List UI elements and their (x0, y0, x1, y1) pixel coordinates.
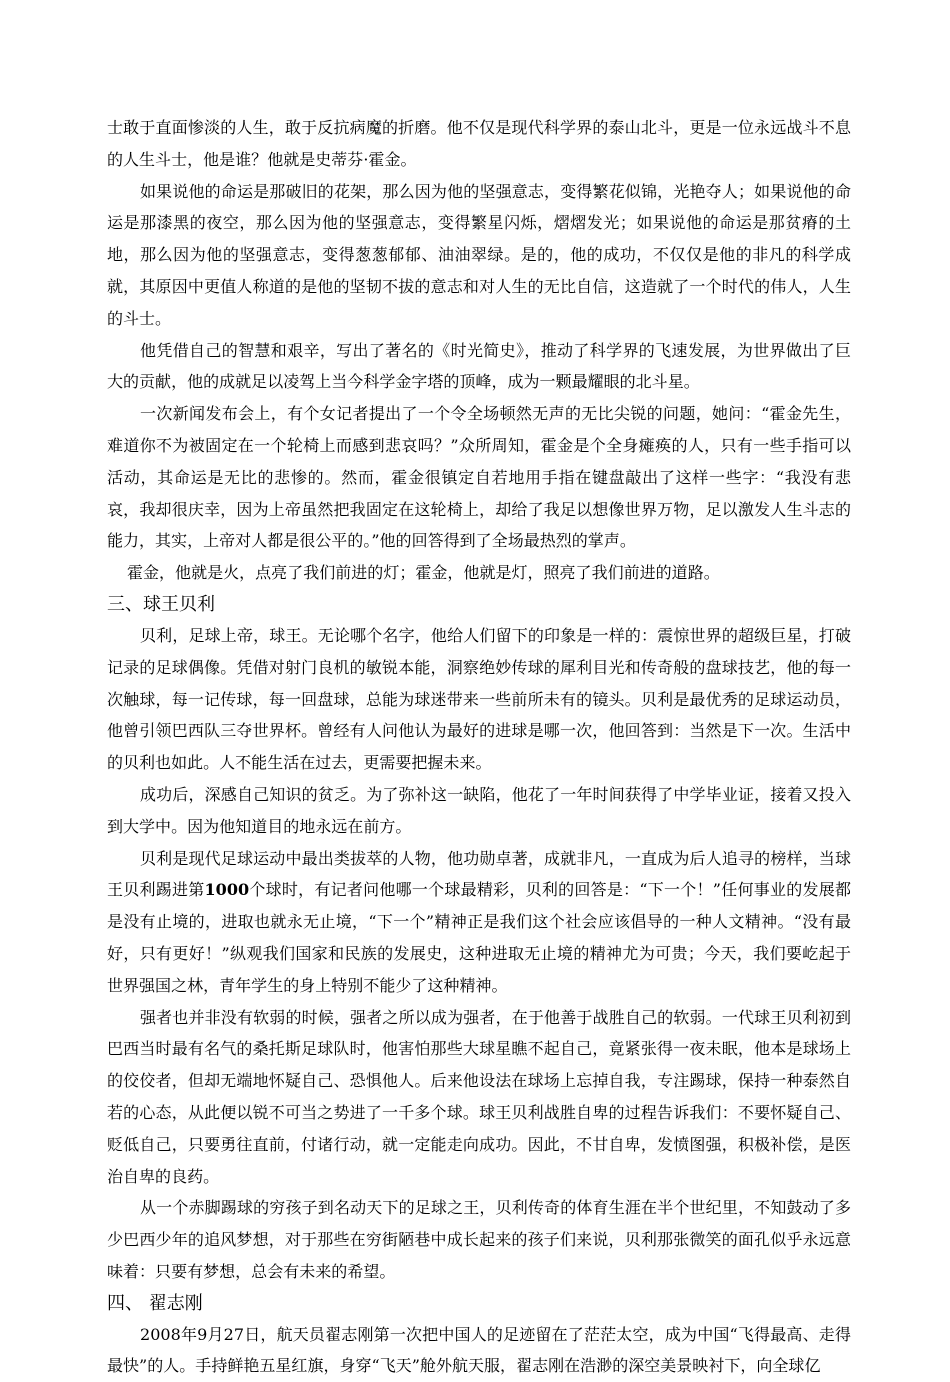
pele-next-one-text-after: 个球时，有记者问他哪一个球最精彩，贝利的回答是：“下一个！”任何事业的发展都是没有止境的，进取也就永无止境，“下一个”精神正是我们这个社会应该倡导的一种人文精神。“没有最好，只有更好！”纵观我们国家和民族的发展史，这种进取无止境的精神尤为可贵；今天，我们要屹起于世界强国之林，青年学生的身上特别不能少了这种精神。 (107, 880, 852, 995)
section-heading-zhai-zhigang: 四、 翟志刚 (107, 1292, 203, 1314)
paragraph-zhai-zhigang-spacewalk: 2008年9月27日，航天员翟志刚第一次把中国人的足迹留在了茫茫太空，成为中国“飞得最高、走得最快”的人。手持鲜艳五星红旗，身穿“飞天”舱外航天服，翟志刚在浩渺的深空美景映衬下，向全球亿 (107, 1324, 851, 1376)
paragraph-pele-confidence: 强者也并非没有软弱的时候，强者之所以成为强者，在于他善于战胜自己的软弱。一代球王贝利初到巴西当时最有名气的桑托斯足球队时，他害怕那些大球星瞧不起自己，竟紧张得一夜未眠，他本是球场上的佼佼者，但却无端地怀疑自己、恐惧他人。后来他设法在球场上忘掉自我，专注踢球，保持一种泰然自若的心态，从此便以锐不可当之势进了一千多个球。球王贝利战胜自卑的过程告诉我们：不要怀疑自己、贬低自己，只要勇往直前，付诸行动，就一定能走向成功。因此，不甘自卑，发愤图强，积极补偿，是医治自卑的良药。 (107, 1007, 851, 1186)
paragraph-hawking-conclusion: 霍金，他就是火，点亮了我们前进的灯；霍金，他就是灯，照亮了我们前进的道路。 (127, 563, 720, 583)
paragraph-hawking-achievement: 他凭借自己的智慧和艰辛，写出了著名的《时光简史》，推动了科学界的飞速发展，为世界做出了巨大的贡献，他的成就足以凌驾上当今科学金字塔的顶峰，成为一颗最耀眼的北斗星。 (107, 340, 851, 392)
paragraph-hawking-fate: 如果说他的命运是那破旧的花架，那么因为他的坚强意志，变得繁花似锦，光艳夺人；如果说他的命运是那漆黑的夜空，那么因为他的坚强意志，变得繁星闪烁，熠熠发光；如果说他的命运是那贫瘠的土地，那么因为他的坚强意志，变得葱葱郁郁、油油翠绿。是的，他的成功，不仅仅是他的非凡的科学成就，其原因中更值人称道的是他的坚韧不拔的意志和对人生的无比自信，这造就了一个时代的伟人，人生的斗士。 (107, 181, 851, 328)
paragraph-pele-education: 成功后，深感自己知识的贫乏。为了弥补这一缺陷，他花了一年时间获得了中学毕业证，接着又投入到大学中。因为他知道目的地永远在前方。 (107, 784, 851, 836)
paragraph-pele-dream: 从一个赤脚踢球的穷孩子到名动天下的足球之王，贝利传奇的体育生涯在半个世纪里，不知鼓动了多少巴西少年的追风梦想，对于那些在穷街陋巷中成长起来的孩子们来说，贝利那张微笑的面孔似乎永远意味着：只要有梦想，总会有未来的希望。 (107, 1198, 851, 1281)
paragraph-hawking-press-conference: 一次新闻发布会上，有个女记者提出了一个令全场顿然无声的无比尖锐的问题，她问：“霍金先生，难道你不为被固定在一个轮椅上而感到悲哀吗？”众所周知，霍金是个全身瘫痪的人，只有一些手指可以活动，其命运是无比的悲惨的。然而，霍金很镇定自若地用手指在键盘敲出了这样一些字：“我没有悲哀，我却很庆幸，因为上帝虽然把我固定在这轮椅上，却给了我足以想像世界万物，足以激发人生斗志的能力，其实，上帝对人都是很公平的。”他的回答得到了全场最热烈的掌声。 (107, 404, 851, 551)
paragraph-pele-intro: 贝利，足球上帝，球王。无论哪个名字，他给人们留下的印象是一样的：震惊世界的超级巨星，打破记录的足球偶像。凭借对射门良机的敏锐本能，洞察绝妙传球的犀利目光和传奇般的盘球技艺，他的每一次触球，每一记传球，每一回盘球，总能为球迷带来一些前所未有的镜头。贝利是最优秀的足球运动员，他曾引领巴西队三夺世界杯。曾经有人问他认为最好的进球是哪一次，他回答到：当然是下一次。生活中的贝利也如此。人不能生活在过去，更需要把握未来。 (107, 625, 851, 773)
pele-next-one-text-before: 贝利是现代足球运动中最出类拔萃的人物，他功勋卓著，成就非凡，一直成为后人追寻的榜样，当球王贝利踢进第 (107, 848, 851, 900)
paragraph-pele-next-one (107, 843, 851, 1002)
document-body (107, 112, 851, 1382)
section-heading-pele: 三、球王贝利 (107, 593, 215, 615)
paragraph-hawking-intro-tail: 士敢于直面惨淡的人生，敢于反抗病魔的折磨。他不仅是现代科学界的泰山北斗，更是一位永远战斗不息的人生斗士，他是谁？他就是史蒂芬·霍金。 (107, 118, 851, 169)
goal-count-number: 1000 (204, 880, 250, 900)
